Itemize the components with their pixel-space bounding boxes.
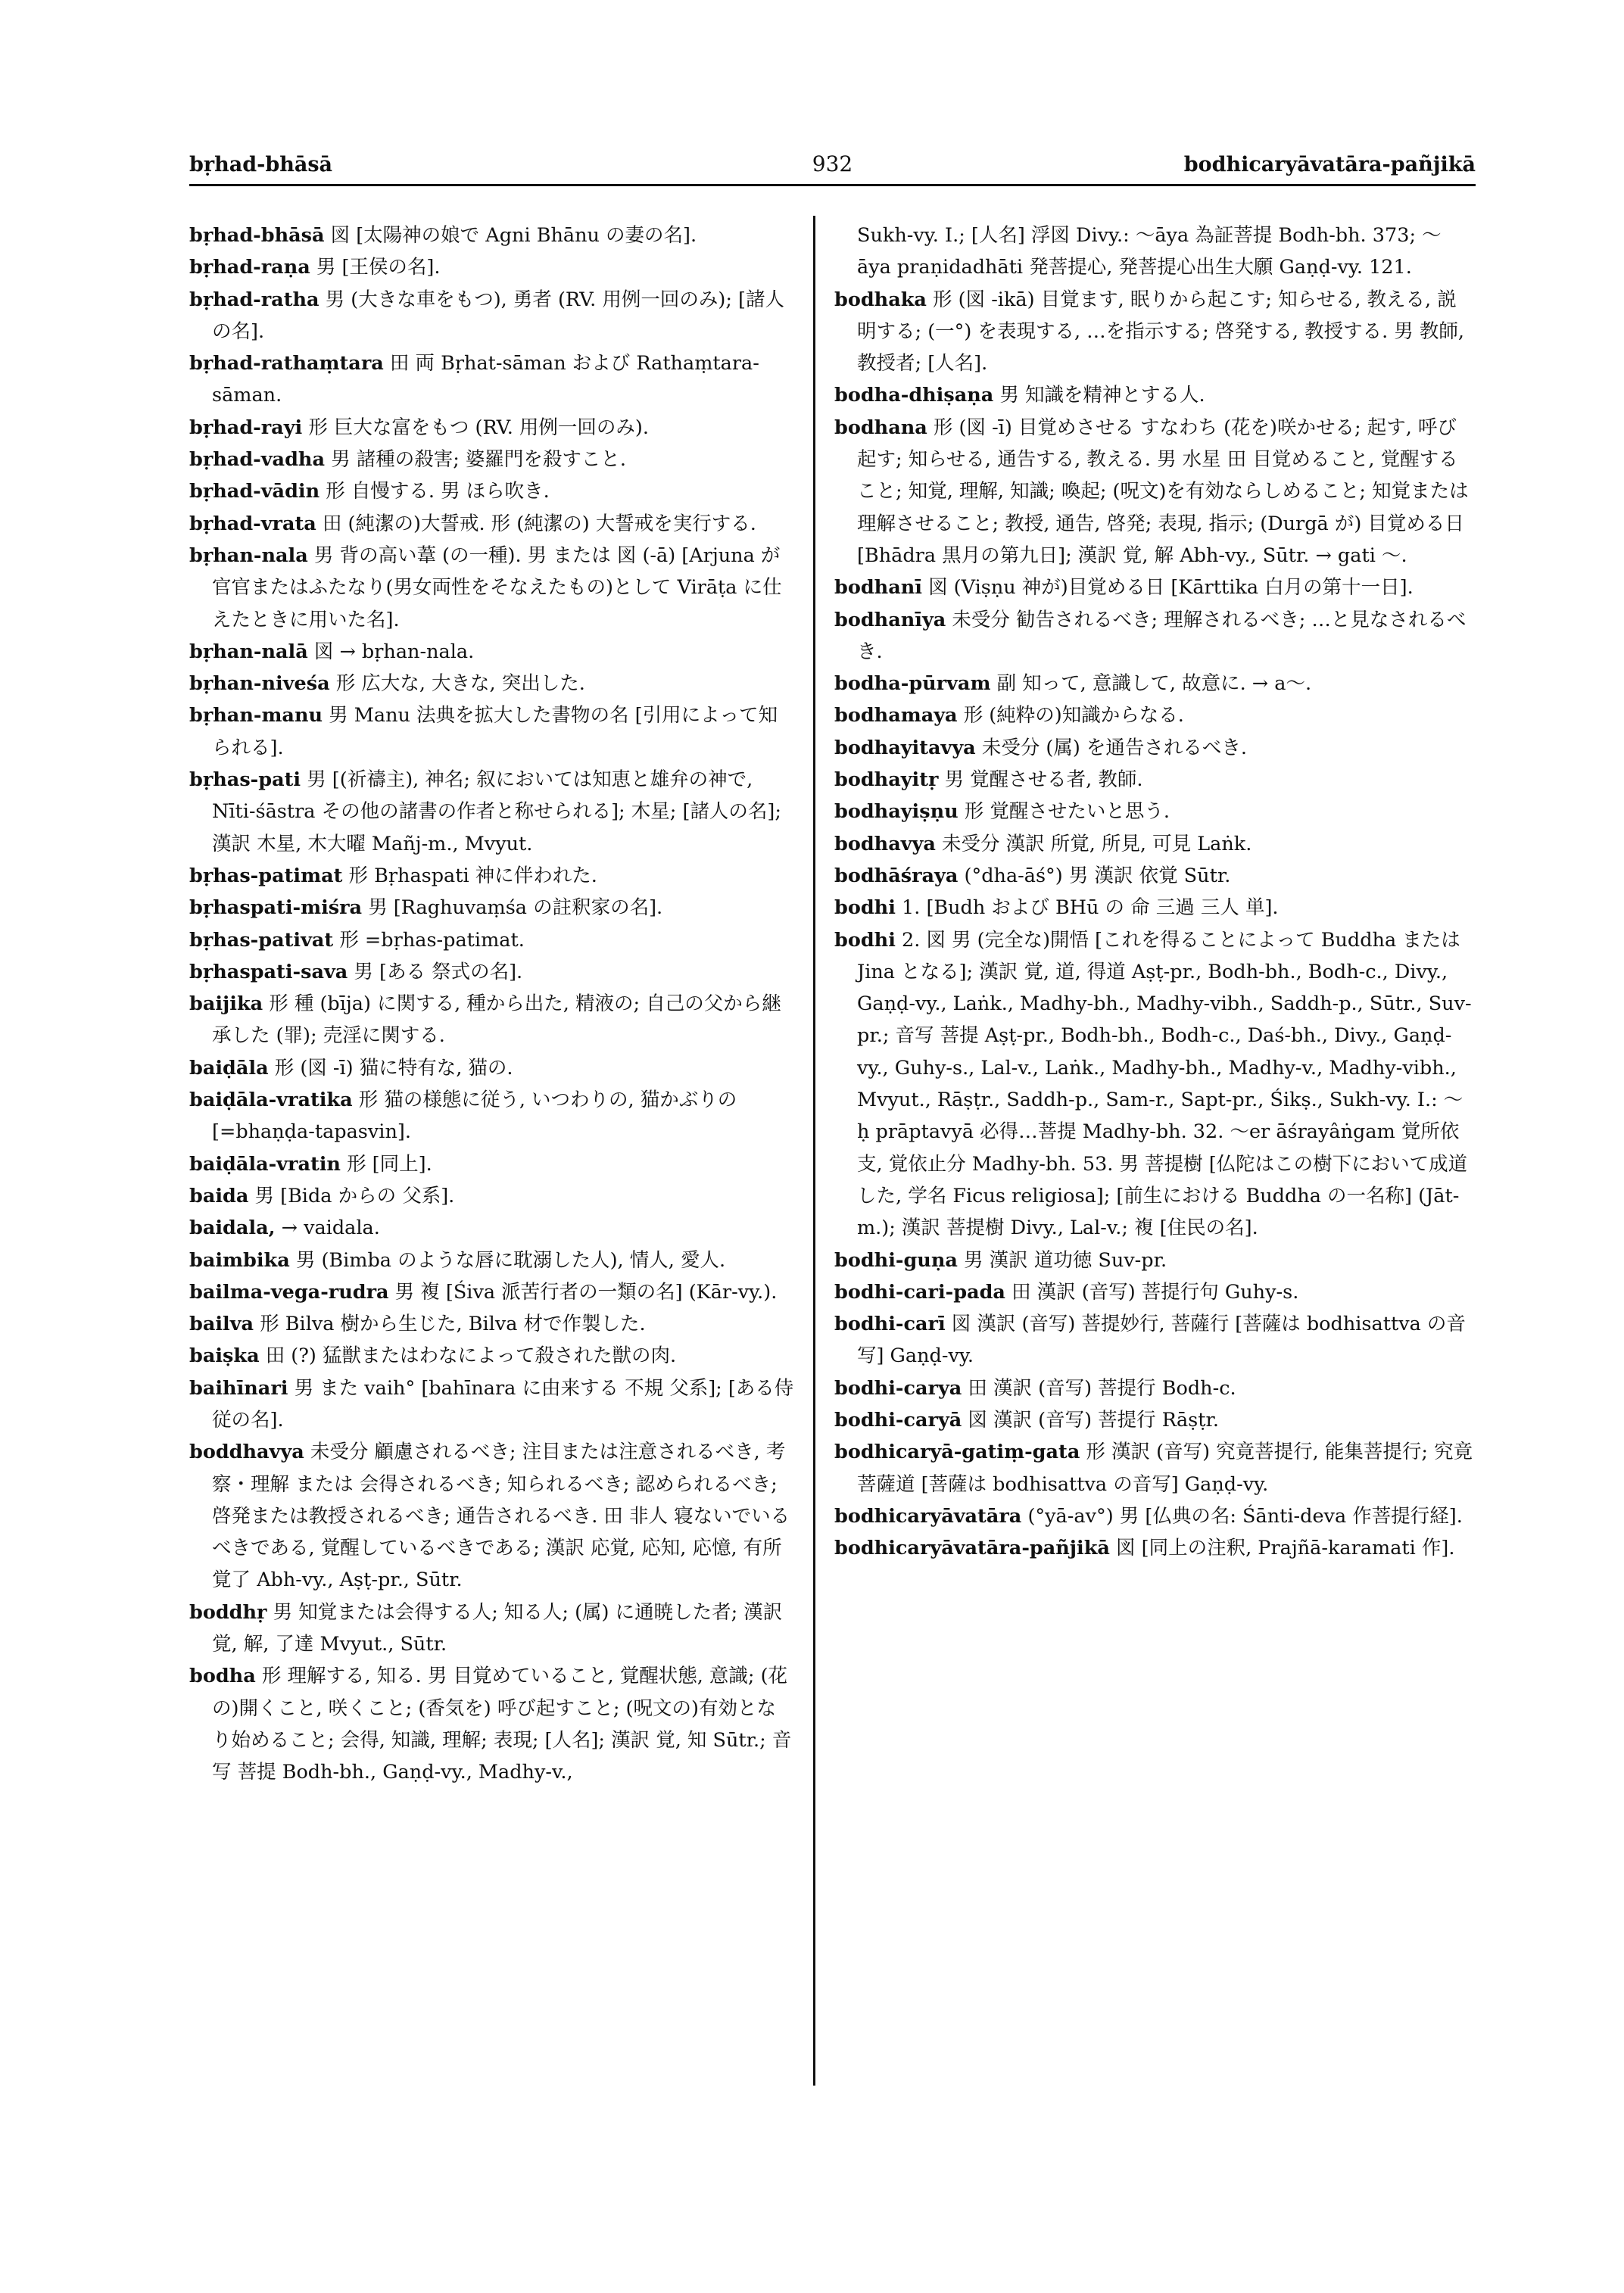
entry-definition: 形 猫の様態に従う, いつわりの, 猫かぶりの [=bhaṇḍa-tapasvin].	[212, 1089, 737, 1144]
dictionary-entry	[189, 1148, 795, 1180]
dictionary-entry	[189, 1340, 795, 1372]
dictionary-entry	[834, 732, 1474, 764]
entry-headword: bṛhas-patimat	[189, 864, 343, 887]
entry-definition: 図 漢訳 (音写) 菩提妙行, 菩薩行 [菩薩は bodhisattva の音写] Gaṇḍ-vy.	[857, 1313, 1466, 1368]
dictionary-entry	[834, 764, 1474, 796]
entry-headword: bodhi	[834, 896, 896, 920]
dictionary-entry	[189, 1660, 795, 1788]
entry-definition: 男 [(祈禱主), 神名; 叙においては知恵と雄弁の神で, Nīti-śāstra その他の諸書の作者と称せられる]; 木星; [諸人の名]; 漢訳 木星, 木大曜 Mañj-m., Mvyut.	[212, 768, 781, 855]
entry-headword: bṛhan-niveśa	[189, 672, 330, 696]
entry-headword: baida	[189, 1184, 249, 1207]
dictionary-entry	[189, 412, 795, 444]
entry-definition: 男 また vaih° [bahīnara に由来する 不規 父系]; [ある侍従の名].	[212, 1376, 794, 1432]
dictionary-entry	[834, 892, 1474, 924]
header-rule	[189, 184, 1476, 186]
entry-headword: baihīnari	[189, 1376, 288, 1400]
dictionary-entry	[189, 956, 795, 988]
dictionary-entry	[834, 604, 1474, 668]
entry-definition: 田 (?) 猛獣またはわなによって殺された獣の肉.	[265, 1344, 677, 1368]
entry-definition: 形 (図 -ikā) 目覚ます, 眠りから起こす; 知らせる, 教える, 説明する; (一°) を表現する, …を指示する; 啓発する, 教授する. 男 教師, 教授者; [人名].	[857, 288, 1464, 375]
entry-headword: bodhanī	[834, 576, 922, 600]
entry-headword: bodha	[189, 1665, 256, 1688]
dictionary-entry	[834, 860, 1474, 892]
entry-headword: bṛhad-rayi	[189, 416, 303, 439]
dictionary-entry	[834, 572, 1474, 603]
dictionary-entry	[189, 860, 795, 892]
entry-definition: 形 (純粋の)知識からなる.	[963, 704, 1184, 727]
entry-headword: bodhi-cari-pada	[834, 1280, 1005, 1304]
entry-headword: bṛhan-manu	[189, 704, 323, 727]
dictionary-entry	[189, 347, 795, 412]
entry-headword: bṛhad-ratha	[189, 288, 320, 311]
entry-headword: bailva	[189, 1313, 254, 1336]
dictionary-entry	[834, 284, 1474, 380]
entry-definition: 男 [Raghuvaṃśa の註釈家の名].	[368, 896, 663, 920]
entry-definition: 男 知覚または会得する人; 知る人; (属) に通暁した者; 漢訳 覚, 解, 了達 Mvyut., Sūtr.	[212, 1600, 783, 1656]
left-column	[189, 220, 795, 1789]
entry-headword: bṛhad-vadha	[189, 448, 325, 472]
dictionary-entry	[189, 1245, 795, 1276]
entry-headword: bodhi-carī	[834, 1313, 946, 1336]
dictionary-entry	[189, 220, 795, 251]
entry-definition: 男 覚醒させる者, 教師.	[944, 768, 1143, 792]
entry-definition: 形 [同上].	[347, 1152, 432, 1176]
dictionary-entry	[189, 1372, 795, 1437]
dictionary-entry	[834, 1404, 1474, 1436]
dictionary-entry	[834, 1372, 1474, 1404]
dictionary-entry	[189, 540, 795, 636]
entry-definition: 図 [太陽神の娘で Agni Bhānu の妻の名].	[330, 224, 697, 247]
entry-headword: bodhi-guṇa	[834, 1248, 958, 1272]
dictionary-entry	[189, 1597, 795, 1661]
entry-definition: 未受分 顧慮されるべき; 注目または注意されるべき, 考察・理解 または 会得されるべき; 知られるべき; 認められるべき; 啓発または教授されるべき; 通告されるべき. 田 非人 寝ないでいるべきである, 覚醒しているべきである; 漢訳 応覚, 応知, 応憶, 有所覚了 Abh-vy., Aṣṭ-pr., Sūtr.	[212, 1441, 790, 1592]
dictionary-entry	[189, 251, 795, 283]
dictionary-entry	[189, 1052, 795, 1084]
entry-headword: baiḍāla-vratika	[189, 1089, 353, 1112]
dictionary-entry	[834, 1532, 1474, 1564]
entry-headword: bṛhad-raṇa	[189, 256, 310, 279]
entry-headword: bodhi-carya	[834, 1376, 962, 1400]
entry-headword: bailma-vega-rudra	[189, 1280, 389, 1304]
entry-headword: baimbika	[189, 1248, 290, 1272]
entry-headword: bodhayitṛ	[834, 768, 939, 792]
entry-definition: 男 [Bida からの 父系].	[254, 1184, 455, 1207]
entry-headword: bodhi-caryā	[834, 1408, 962, 1432]
entry-headword: bodhamaya	[834, 704, 958, 727]
entry-definition: 形 種 (bīja) に関する, 種から出た, 精液の; 自己の父から継承した (罪); 売淫に関する.	[212, 992, 781, 1048]
right-column	[834, 220, 1474, 1564]
entry-headword: bodha-dhiṣaṇa	[834, 384, 994, 407]
entry-headword: bodhayiṣṇu	[834, 800, 959, 824]
dictionary-entry	[834, 668, 1474, 699]
dictionary-entry	[189, 1180, 795, 1212]
entry-definition: 1. [Budh および BHū の 命 三過 三人 単].	[902, 896, 1279, 920]
entry-definition: 図 [同上の注釈, Prajñā-karamati 作].	[1116, 1537, 1455, 1560]
entry-headword: bodhicaryāvatāra	[834, 1504, 1022, 1528]
entry-headword: baijika	[189, 992, 263, 1016]
page-header	[189, 148, 1476, 182]
dictionary-entry	[189, 1212, 795, 1244]
entry-definition: 田 漢訳 (音写) 菩提行句 Guhy-s.	[1011, 1280, 1299, 1304]
dictionary-entry	[834, 1308, 1474, 1372]
dictionary-entry	[189, 764, 795, 860]
entry-headword: bodhayitavya	[834, 736, 976, 759]
entry-definition: 形 (図 -ī) 猫に特有な, 猫の.	[274, 1056, 513, 1080]
entry-definition: 形 (図 -ī) 目覚めさせる すなわち (花を)咲かせる; 起す, 呼び起す; 知らせる, 通告する, 教える. 男 水星 田 目覚めること, 覚醒すること; 知覚, 理解, 知識; 喚起; (呪文)を有効ならしめること; 知覚または理解させること; 教授, 通告, 啓発; 表現, 指示; (Durgā が) 目覚める日 [Bhādra 黒月の第九日]; 漢訳 覚, 解 Abh-vy., Sūtr. → gati ～.	[857, 416, 1469, 567]
entry-headword: baiḍāla-vratin	[189, 1152, 341, 1176]
entry-headword: bodhāśraya	[834, 864, 959, 887]
dictionary-entry	[189, 508, 795, 540]
entry-headword: baiḍāla	[189, 1056, 269, 1080]
dictionary-entry	[189, 475, 795, 507]
entry-headword: baiṣka	[189, 1344, 260, 1368]
entry-headword: bṛhad-bhāsā	[189, 224, 325, 247]
entry-definition: 形 理解する, 知る. 男 目覚めていること, 覚醒状態, 意識; (花の)開くこと, 咲くこと; (香気を) 呼び起すこと; (呪文の)有効となり始めること; 会得, 知識, 理解; 表現; [人名]; 漢訳 覚, 知 Sūtr.; 音写 菩提 Bodh-bh., Gaṇḍ-vy., Madhy-v.,	[212, 1665, 792, 1784]
entry-headword: bṛhaspati-miśra	[189, 896, 363, 920]
dictionary-entry	[834, 1436, 1474, 1500]
entry-headword: bṛhaspati-sava	[189, 960, 348, 983]
entry-definition: (°dha-āś°) 男 漢訳 依覚 Sūtr.	[964, 864, 1231, 887]
entry-headword: bodha-pūrvam	[834, 672, 991, 696]
entry-definition: 形 漢訳 (音写) 究竟菩提行, 能集菩提行; 究竟菩薩道 [菩薩は bodhisattva の音写] Gaṇḍ-vy.	[857, 1441, 1473, 1496]
dictionary-entry	[834, 1500, 1474, 1532]
entry-headword: bṛhan-nalā	[189, 640, 308, 663]
entry-definition: 2. 図 男 (完全な)開悟 [これを得ることによって Buddha または Jina となる]; 漢訳 覚, 道, 得道 Aṣṭ-pr., Bodh-bh., Bodh-c., Divy., Gaṇḍ-vy., Laṅk., Madhy-bh., Madhy-vibh., Saddh-p., Sūtr., Suv-pr.; 音写 菩提 Aṣṭ-pr., Bodh-bh., Bodh-c., Daś-bh., Divy., Gaṇḍ-vy., Guhy-s., Lal-v., Laṅk., Madhy-bh., Madhy-v., Madhy-vibh., Mvyut., Rāṣṭr., Saddh-p., Sam-r., Sapt-pr., Śikṣ., Sukh-vy. I.: ～ḥ prāptavyā 必得…菩提 Madhy-bh. 32. ～er āśrayâṅgam 覚所依支, 覚依止分 Madhy-bh. 53. 男 菩提樹 [仏陀はこの樹下において成道した, 学名 Ficus religiosa]; [前生における Buddha の一名称] (Jāt-m.); 漢訳 菩提樹 Divy., Lal-v.; 複 [住民の名].	[857, 928, 1472, 1240]
dictionary-entry	[189, 636, 795, 668]
entry-definition: 男 背の高い葦 (の一種). 男 または 図 (-ā) [Arjuna が官官またはふたなり(男女両性をそなえたもの)として Virāṭa に仕えたときに用いた名].	[212, 544, 782, 631]
dictionary-entry	[189, 1308, 795, 1340]
dictionary-entry	[189, 444, 795, 475]
dictionary-entry	[834, 924, 1474, 1245]
dictionary-entry	[834, 220, 1474, 284]
dictionary-entry	[189, 1436, 795, 1596]
dictionary-entry	[834, 412, 1474, 572]
entry-headword: bodhanīya	[834, 608, 946, 631]
dictionary-entry	[834, 699, 1474, 731]
entry-definition: 図 → bṛhan-nala.	[313, 640, 475, 663]
entry-definition: 形 覚醒させたいと思う.	[964, 800, 1170, 824]
entry-headword: boddhavya	[189, 1441, 304, 1464]
entry-headword: bodhavya	[834, 832, 936, 855]
entry-definition: 男 諸種の殺害; 婆羅門を殺すこと.	[331, 448, 627, 472]
entry-definition: 男 [ある 祭式の名].	[354, 960, 523, 983]
page-number: 932	[812, 151, 853, 176]
entry-headword: bṛhad-rathaṃtara	[189, 352, 384, 375]
entry-definition: 形 広大な, 大きな, 突出した.	[335, 672, 585, 696]
entry-definition: 男 知識を精神とする人.	[999, 384, 1205, 407]
entry-headword: bṛhas-pativat	[189, 928, 334, 952]
dictionary-entry	[834, 1245, 1474, 1276]
dictionary-entry	[189, 1084, 795, 1148]
left-guide-word: bṛhad-bhāsā	[189, 153, 333, 176]
dictionary-entry	[189, 699, 795, 764]
entry-headword: bodhi	[834, 928, 896, 952]
dictionary-entry	[834, 796, 1474, 827]
entry-headword: boddhṛ	[189, 1600, 267, 1624]
entry-headword: bodhicaryā-gatiṃ-gata	[834, 1441, 1080, 1464]
dictionary-entry	[834, 828, 1474, 860]
right-guide-word: bodhicaryāvatāra-pañjikā	[1183, 153, 1476, 176]
dictionary-entry	[189, 1276, 795, 1308]
entry-definition: 男 (Bimba のような唇に耽溺した人), 情人, 愛人.	[295, 1248, 726, 1272]
entry-definition: 未受分 漢訳 所覚, 所見, 可見 Laṅk.	[942, 832, 1252, 855]
entry-definition: 田 両 Bṛhat-sāman および Rathaṃtara-sāman.	[212, 352, 759, 407]
entry-definition: (°yā-av°) 男 [仏典の名: Śānti-deva 作菩提行経].	[1027, 1504, 1463, 1528]
dictionary-entry	[834, 379, 1474, 411]
dictionary-entry	[189, 988, 795, 1052]
entry-definition: 男 Manu 法典を拡大した書物の名 [引用によって知られる].	[212, 704, 778, 759]
entry-definition: 図 漢訳 (音写) 菩提行 Rāṣṭr.	[968, 1408, 1219, 1432]
entry-definition: 未受分 (属) を通告されるべき.	[981, 736, 1248, 759]
dictionary-entry	[834, 1276, 1474, 1308]
entry-definition: 田 (純潔の)大誓戒. 形 (純潔の) 大誓戒を実行する.	[322, 512, 756, 535]
entry-definition: 形 Bṛhaspati 神に伴われた.	[348, 864, 597, 887]
entry-definition: Sukh-vy. I.; [人名] 浮図 Divy.: ～āya 為証菩提 Bodh-bh. 373; ～āya praṇidadhāti 発菩提心, 発菩提心出生大願 Gaṇḍ-vy. 121.	[857, 224, 1442, 279]
entry-definition: 形 Bilva 樹から生じた, Bilva 材で作製した.	[260, 1313, 646, 1336]
entry-definition: 形 巨大な富をもつ (RV. 用例一回のみ).	[308, 416, 649, 439]
entry-headword: baidala,	[189, 1217, 276, 1240]
column-divider	[813, 216, 815, 2086]
entry-headword: bodhicaryāvatāra-pañjikā	[834, 1537, 1110, 1560]
entry-definition: 男 漢訳 道功徳 Suv-pr.	[964, 1248, 1167, 1272]
entry-definition: 未受分 勧告されるべき; 理解されるべき; …と見なされるべき.	[857, 608, 1467, 663]
entry-headword: bodhaka	[834, 288, 927, 311]
entry-definition: 副 知って, 意識して, 故意に. → a～.	[996, 672, 1312, 696]
entry-definition: 図 (Viṣṇu 神が)目覚める日 [Kārttika 白月の第十一日].	[928, 576, 1414, 600]
entry-headword: bṛhad-vādin	[189, 480, 320, 503]
entry-headword: bṛhan-nala	[189, 544, 308, 567]
entry-headword: bodhana	[834, 416, 927, 439]
dictionary-entry	[189, 668, 795, 699]
entry-headword: bṛhas-pati	[189, 768, 301, 792]
dictionary-entry	[189, 892, 795, 924]
entry-definition: 男 [王侯の名].	[316, 256, 441, 279]
entry-definition: 男 複 [Śiva 派苦行者の一類の名] (Kār-vy.).	[394, 1280, 778, 1304]
entry-definition: 形 自慢する. 男 ほら吹き.	[326, 480, 550, 503]
entry-headword: bṛhad-vrata	[189, 512, 316, 535]
entry-definition: 田 漢訳 (音写) 菩提行 Bodh-c.	[968, 1376, 1236, 1400]
entry-definition: 男 (大きな車をもつ), 勇者 (RV. 用例一回のみ); [諸人の名].	[212, 288, 784, 343]
entry-definition: 形 =bṛhas-patimat.	[339, 928, 525, 952]
entry-definition: → vaidala.	[281, 1217, 380, 1240]
dictionary-entry	[189, 284, 795, 348]
dictionary-entry	[189, 924, 795, 956]
